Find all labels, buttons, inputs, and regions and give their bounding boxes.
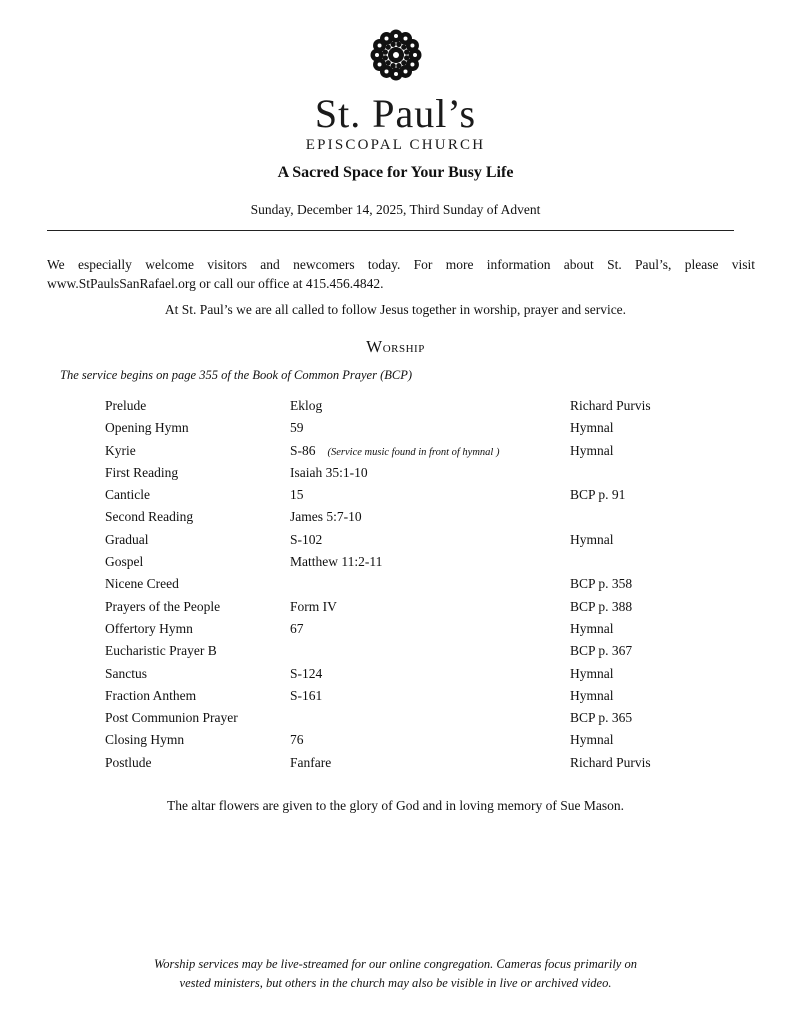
service-detail [290, 506, 362, 528]
service-row [105, 417, 705, 439]
welcome-paragraph: We especially welcome visitors and newcomers today. For more information about St. Paul’s, please visit www.StPaulsSanRafael.org or call our office at 415.456.4842. [47, 257, 755, 291]
service-detail-text: S-102 [290, 531, 323, 547]
service-item: Prayers of the People [105, 598, 221, 614]
service-item: Fraction Anthem [105, 687, 197, 703]
service-source: Hymnal [570, 732, 614, 748]
service-detail [290, 529, 322, 551]
service-detail-text: Eklog [290, 398, 323, 413]
service-row [105, 685, 705, 707]
service-detail [290, 395, 322, 417]
order-of-service [105, 395, 705, 774]
service-row [105, 596, 705, 618]
service-item: Closing Hymn [105, 732, 185, 748]
livestream-notice-line: Worship services may be live-streamed for our online congregation. Cameras focus primarily on [154, 957, 637, 971]
service-detail-text: James 5:7-10 [290, 509, 362, 525]
service-detail-text: 15 [290, 487, 304, 503]
service-row [105, 529, 705, 551]
service-source: Hymnal [570, 420, 614, 436]
service-item: Canticle [105, 487, 150, 503]
service-item: Postlude [105, 754, 152, 770]
service-row [105, 506, 705, 528]
service-item: Opening Hymn [105, 420, 189, 436]
service-item: Offertory Hymn [105, 620, 193, 636]
service-item: Eucharistic Prayer B [105, 643, 217, 659]
service-detail [290, 551, 382, 573]
altar-flowers-note: The altar flowers are given to the glory of God and in loving memory of Sue Mason. [166, 798, 625, 813]
service-row [105, 551, 705, 573]
service-row [105, 395, 705, 417]
service-row [105, 640, 705, 662]
service-item: Second Reading [105, 509, 194, 525]
tagline: A Sacred Space for Your Busy Life [277, 164, 514, 181]
service-row [105, 729, 705, 751]
service-detail-text: Form IV [290, 598, 337, 614]
service-detail [290, 440, 499, 464]
divider [47, 230, 734, 231]
service-source: BCP p. 388 [570, 598, 633, 614]
service-item: Kyrie [105, 442, 136, 458]
service-detail [290, 618, 304, 640]
service-source: Richard Purvis [570, 754, 651, 770]
service-item: Sanctus [105, 665, 147, 681]
mission-statement: At St. Paul’s we are all called to follow Jesus together in worship, prayer and service. [164, 302, 627, 317]
service-source: BCP p. 367 [570, 643, 633, 659]
service-date: Sunday, December 14, 2025, Third Sunday of Advent [250, 202, 541, 217]
service-item: Post Communion Prayer [105, 710, 238, 726]
service-detail-text: S-86 [290, 442, 316, 458]
service-source: BCP p. 358 [570, 576, 633, 592]
service-detail [290, 685, 322, 707]
section-heading: Worship [366, 337, 425, 356]
service-source: BCP p. 91 [570, 487, 626, 503]
service-detail [290, 729, 304, 751]
service-row [105, 707, 705, 729]
service-detail-text: 76 [290, 732, 304, 748]
church-name: St. Paul’s [314, 91, 477, 136]
rose-window-logo [363, 22, 429, 88]
service-row [105, 440, 705, 462]
service-detail [290, 417, 304, 439]
service-item: Nicene Creed [105, 576, 179, 592]
service-detail-text: Fanfare [290, 754, 332, 770]
service-detail [290, 462, 368, 484]
service-detail [290, 596, 337, 618]
service-source: BCP p. 365 [570, 710, 633, 726]
service-source: Hymnal [570, 665, 614, 681]
church-subtitle: EPISCOPAL CHURCH [305, 137, 486, 153]
service-detail [290, 752, 331, 774]
service-note: The service begins on page 355 of the Book of Common Prayer (BCP) [60, 368, 413, 382]
service-detail-text: Isaiah 35:1-10 [290, 464, 368, 480]
service-row [105, 618, 705, 640]
service-detail-text: 59 [290, 420, 304, 436]
service-detail-text: S-124 [290, 665, 323, 681]
service-source: Hymnal [570, 442, 614, 458]
livestream-notice-line: vested ministers, but others in the church may also be visible in live or archived video. [179, 976, 612, 990]
service-row [105, 573, 705, 595]
service-source: Hymnal [570, 687, 614, 703]
service-item: Gospel [105, 554, 144, 570]
service-source: Hymnal [570, 531, 614, 547]
service-item: First Reading [105, 464, 179, 480]
service-detail-text: Matthew 11:2-11 [290, 554, 383, 570]
service-detail-text: S-161 [290, 687, 323, 703]
livestream-notice [0, 955, 791, 993]
service-row [105, 462, 705, 484]
service-source: Hymnal [570, 620, 614, 636]
service-item: Prelude [105, 398, 147, 413]
service-row [105, 484, 705, 506]
service-row [105, 752, 705, 774]
service-detail [290, 663, 322, 685]
service-detail-text: 67 [290, 620, 304, 636]
service-item: Gradual [105, 531, 149, 547]
service-music-note: (Service music found in front of hymnal ) [327, 446, 500, 458]
service-detail [290, 484, 304, 506]
service-row [105, 663, 705, 685]
service-source: Richard Purvis [570, 398, 651, 413]
